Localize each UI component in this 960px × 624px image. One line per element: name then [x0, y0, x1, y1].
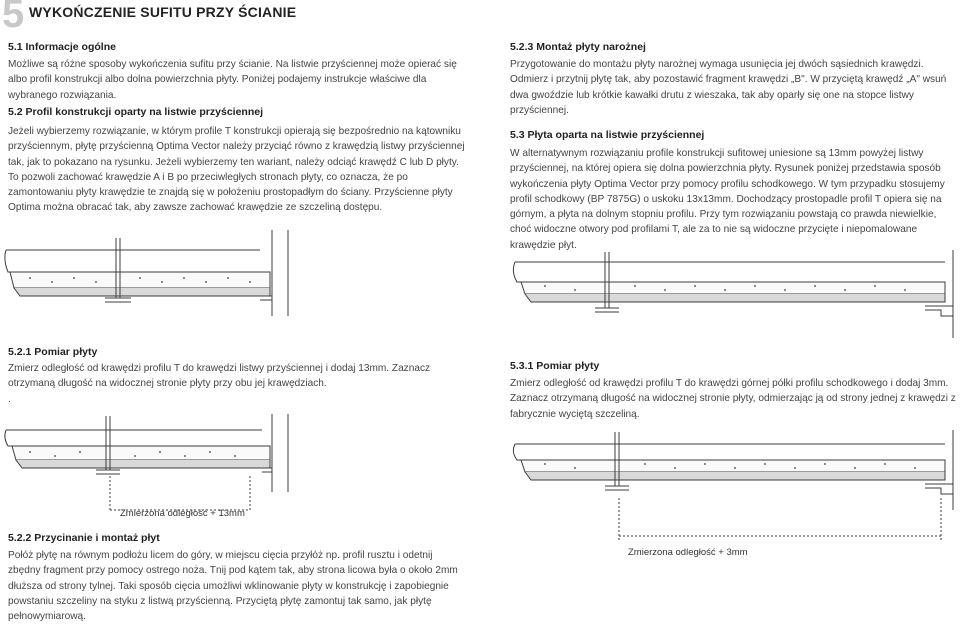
- figure-measure-13mm: [0, 412, 290, 517]
- heading-5-3-1: 5.3.1 Pomiar płyty: [510, 360, 600, 372]
- text-5-2-1: Zmierz odległość od krawędzi profilu T do krawędzi listwy przyściennej i dodaj 13mm. Zaznacz otrzymaną długość na widocznej stronie płyty przy obu jej krawędziach.: [8, 363, 431, 390]
- heading-5-3: 5.3 Płyta oparta na listwie przyściennej: [510, 129, 705, 141]
- heading-5-2-3: 5.2.3 Montaż płyty narożnej: [510, 41, 646, 53]
- stray-dot: .: [8, 394, 11, 405]
- caption-measure-13mm: Zmierzona odległość + 13mm: [120, 508, 245, 519]
- heading-5-2: 5.2 Profil konstrukcji oparty na listwie przyściennej: [8, 106, 263, 118]
- figure-wall-angle-cut: [0, 228, 290, 318]
- text-5-2-2: Połóż płytę na równym podłożu licem do góry, w miejscu cięcia przyłóż np. profil rusztu i odetnij zbędny fragment przy pomocy ostrego noża. Tnij pod kątem tak, aby strona licowa była o około 2mm dłuższa od strony tylnej. Taki sposób cięcia umożliwi wklinowanie płyty w konstrukcję i zapobiegnie powstaniu szczeliny na styku z listwą przyścienną. Przyciętą płytę zamontuj tak samo, jak płytę pełnowymiarową.: [8, 550, 458, 623]
- text-5-3-1: Zmierz odległość od krawędzi profilu T do krawędzi górnej półki profilu schodkowego i dodaj 3mm. Zaznacz otrzymaną długość na widocznej stronie płyty, odmierzając ją od strony jednej z krawędzi z fabrycznie wyciętą szczeliną.: [510, 378, 956, 420]
- section-title: WYKOŃCZENIE SUFITU PRZY ŚCIANIE: [29, 4, 297, 20]
- heading-5-2-1: 5.2.1 Pomiar płyty: [8, 346, 98, 358]
- figure-stepped-profile: [505, 250, 960, 340]
- figure-measure-3mm: [505, 430, 960, 540]
- heading-5-1: 5.1 Informacje ogólne: [8, 41, 116, 53]
- heading-5-2-2: 5.2.2 Przycinanie i montaż płyt: [8, 532, 160, 544]
- text-5-2-3: Przygotowanie do montażu płyty narożnej wymaga usunięcia jej dwóch sąsiednich krawędzi. Odmierz i przytnij płytę tak, aby pozostawić fragment krawędzi „B". W przyciętą krawędź „A" wsuń dwa gwoździe lub krótkie kawałki drutu z wieszaka, tak aby oparły się one na stopce listwy przyściennej.: [510, 59, 947, 116]
- caption-measure-3mm: Zmierzona odległość + 3mm: [628, 547, 748, 558]
- text-5-3: W alternatywnym rozwiązaniu profile konstrukcji sufitowej uniesione są 13mm powyżej listwy przyściennej, na której opiera się dolna powierzchnia płyty. Rysunek poniżej przedstawia sposób wykończenia płyty Optima Vector przy pomocy profilu schodkowego. W tym przypadku stosujemy profil schodkowy (BP 7875G) o uskoku 13x13mm. Dochodzący prostopadle profil T opiera się na górnym, a płyta na dolnym stopniu profilu. Przy tym rozwiązaniu powstają co prawda niewielkie, choć widoczne otwory pod profilami T, ale za to nie są widoczne przycięte i niepomalowane krawędzie płyt.: [510, 148, 945, 251]
- section-number: 5: [2, 0, 25, 36]
- text-5-2: Jeżeli wybierzemy rozwiązanie, w którym profile T konstrukcji opierają się bezpośrednio na kątowniku przyściennym, płytę przyścienną Optima Vector należy przyciąć równo z krawędzią listwy przyściennej tak, jak to pokazano na rysunku. Jeżeli wybierzemy ten wariant, należy odciąć krawędź C lub D płyty. To pozwoli zachować krawędzie A i B po przeciwległych stronach płyty, co oznacza, że po zamontowaniu płyty krawędzie te znajdą się w położeniu prostopadłym do ściany. Przyścienne płyty Optima można obracać tak, aby zawsze zachować krawędzie ze szczeliną dostępu.: [8, 126, 465, 214]
- text-5-1: Możliwe są różne sposoby wykończenia sufitu przy ścianie. Na listwie przyściennej może opierać się albo profil konstrukcji albo dolna powierzchnia płyty. Poniżej podajemy instrukcje właściwe dla wybranego rozwiązania.: [8, 59, 457, 101]
